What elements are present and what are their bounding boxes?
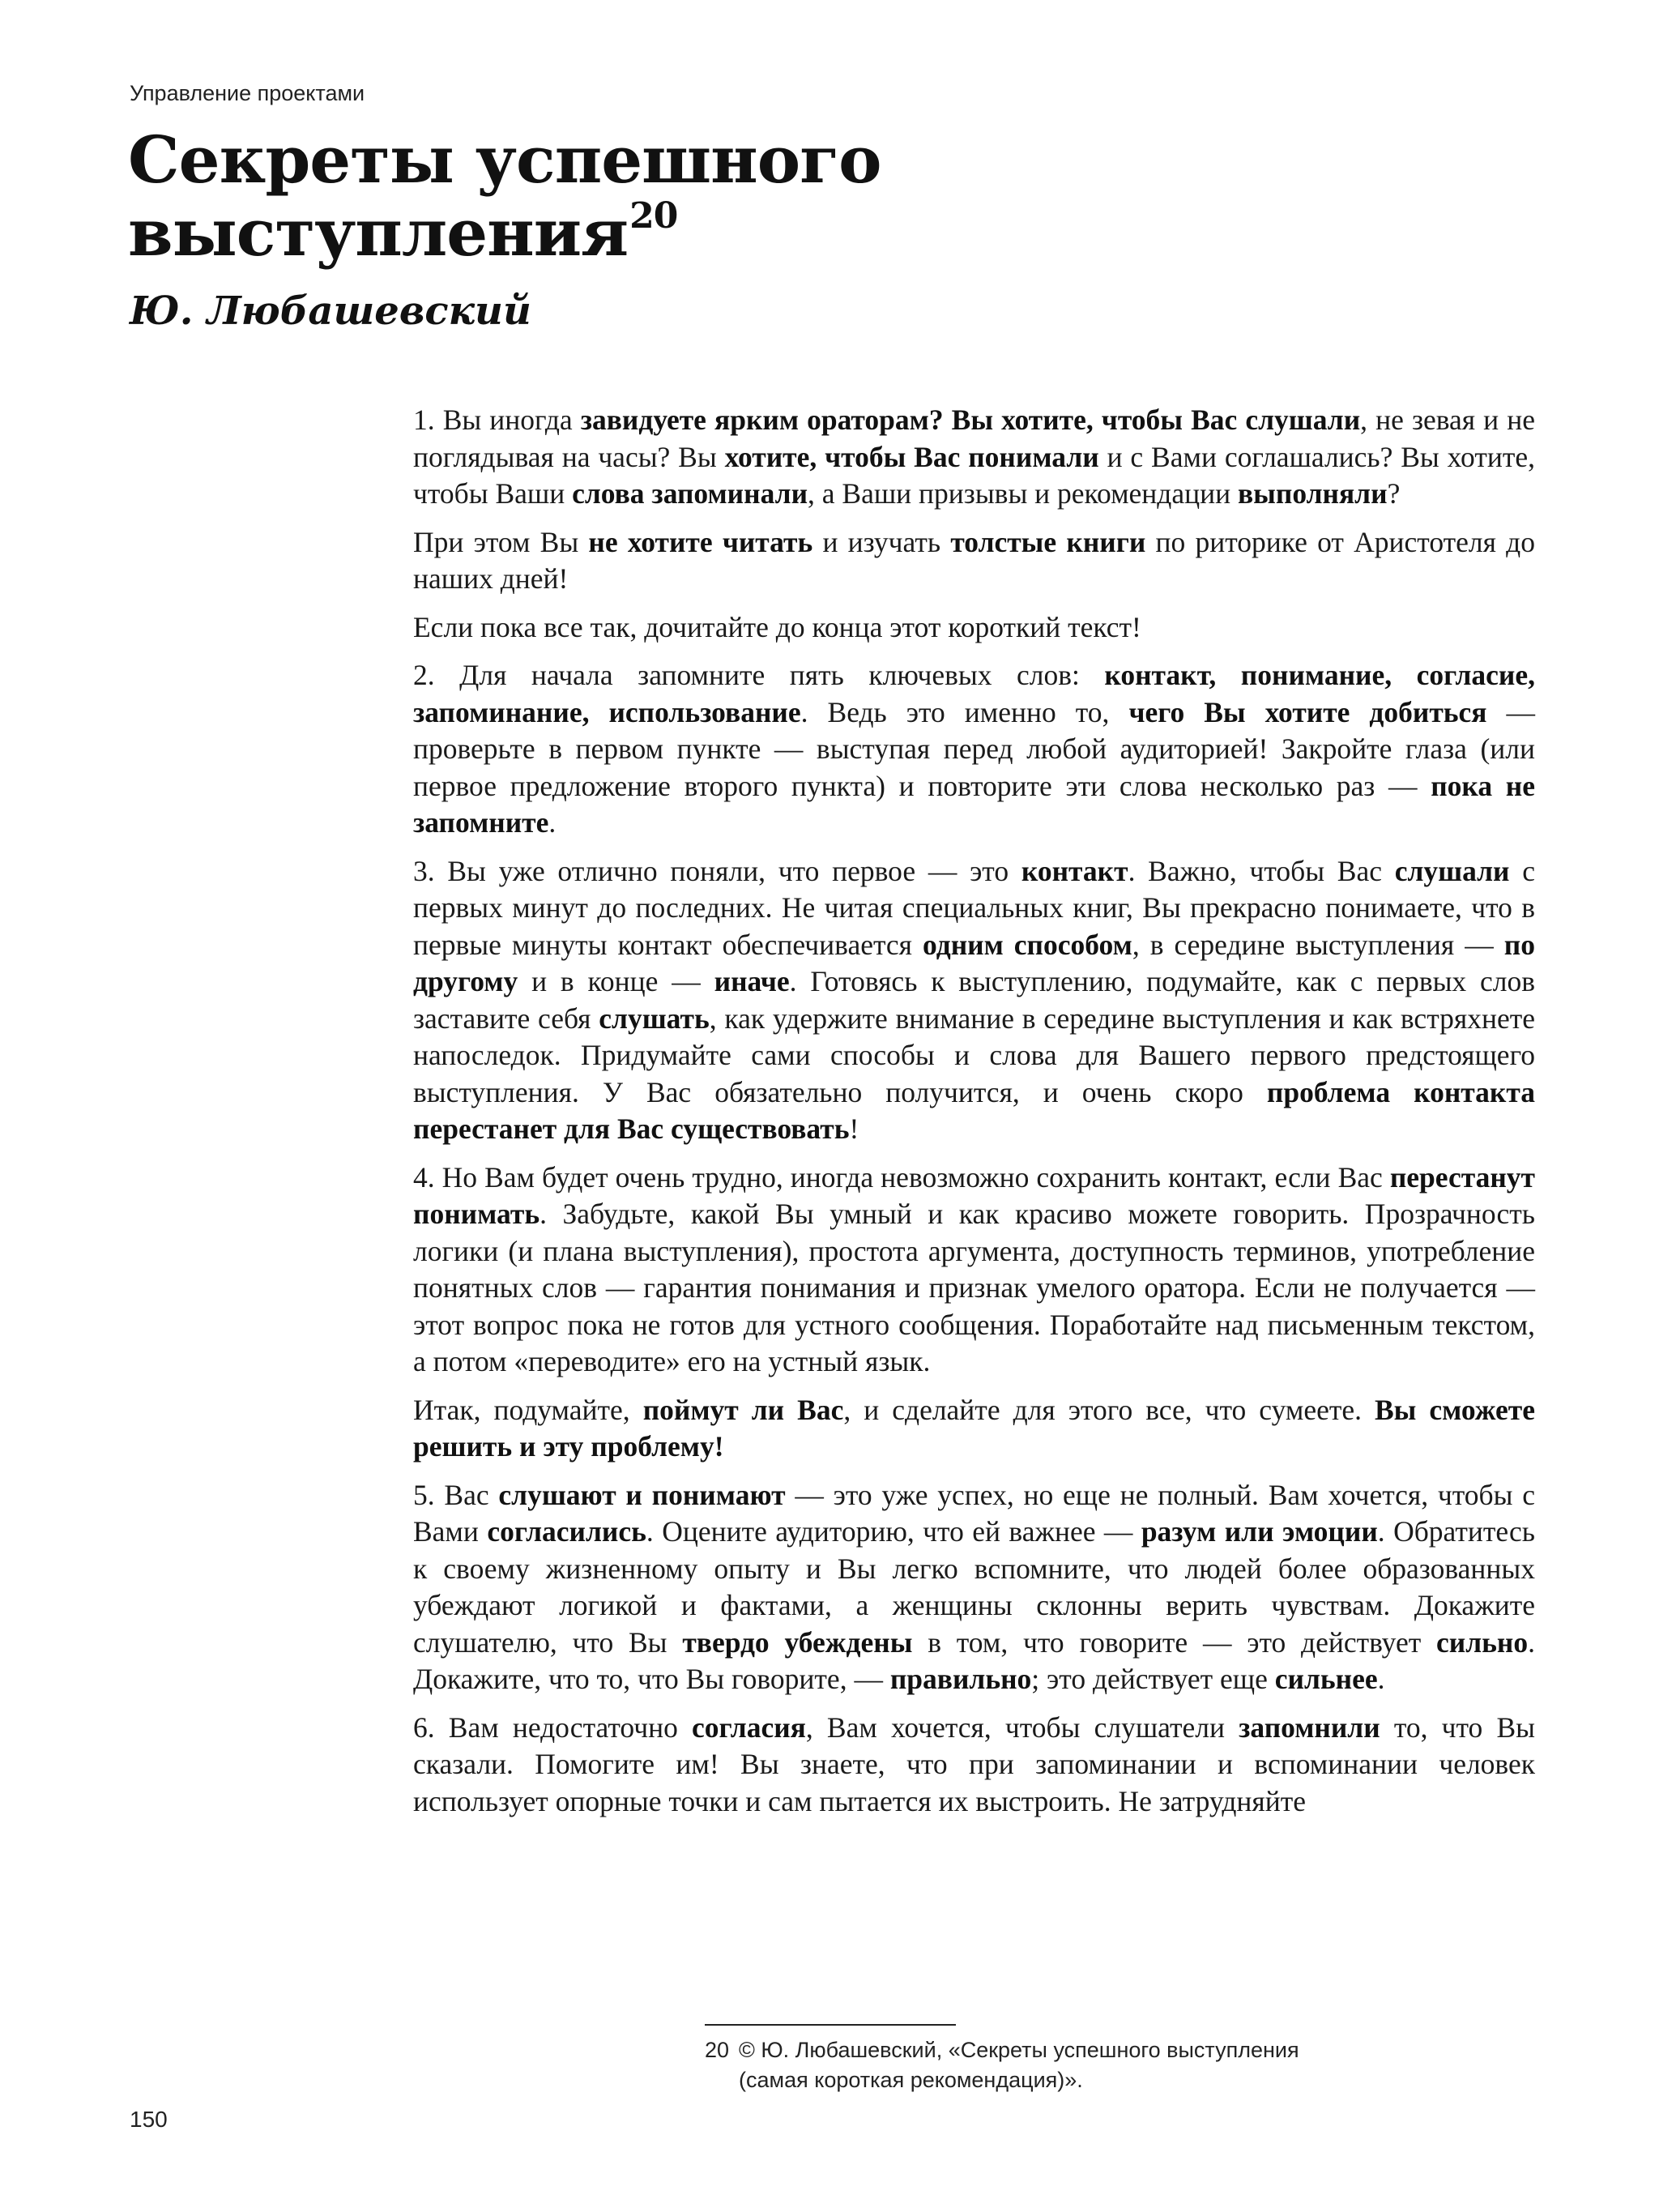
bold-text: иначе <box>714 965 790 997</box>
bold-text: не хотите читать <box>588 525 813 558</box>
body-paragraph <box>413 609 1535 647</box>
text-run: . Важно, чтобы Вас <box>1128 854 1395 887</box>
text-run: , в середине выступления — <box>1132 928 1504 961</box>
bold-text: пока не запомните <box>413 769 1535 839</box>
footnote-divider <box>705 2024 956 2026</box>
text-run: ! <box>849 1112 859 1145</box>
bold-text: поймут ли Вас <box>642 1393 844 1426</box>
body-paragraph <box>413 1392 1535 1466</box>
running-head: Управление проектами <box>130 81 365 105</box>
text-run: Если пока все так, дочитайте до конца этот короткий текст! <box>413 610 1141 643</box>
text-run: по риторике от Аристотеля до наших дней! <box>413 525 1535 595</box>
bold-text: проблема контакта перестанет для Вас существовать <box>413 1075 1535 1145</box>
text-run: , Вам хочется, чтобы слушатели <box>805 1710 1239 1744</box>
author-name: Ю. Любашевский <box>130 288 531 334</box>
text-run: . Оцените аудиторию, что ей важнее — <box>646 1515 1141 1548</box>
bold-text: твердо убеждены <box>682 1625 913 1659</box>
text-run: , а Ваши призывы и рекомендации <box>808 477 1238 510</box>
text-run: ; это действует еще <box>1031 1663 1275 1695</box>
page-title <box>128 123 1100 269</box>
text-run: , и сделайте для этого все, что сумеете. <box>843 1393 1375 1426</box>
text-run: то, что Вы сказали. Помогите им! Вы знаете, что при запоминании и вспоминании человек использует опорные точки и сам пытается их выстроить. Не затрудняйте <box>413 1710 1535 1817</box>
title-line-2: выступления <box>128 194 629 271</box>
page-number: 150 <box>130 2107 168 2132</box>
title-line-1: Секреты успешного <box>128 122 881 198</box>
bold-text: правильно <box>889 1663 1032 1695</box>
footnote-reference[interactable]: 20 <box>629 195 678 237</box>
body-paragraph <box>413 402 1535 513</box>
text-run: и изучать <box>812 525 951 558</box>
footnote-number: 20 <box>705 2038 730 2062</box>
footnote <box>705 2035 1515 2095</box>
body-paragraph <box>413 524 1535 598</box>
text-run: 2. Для начала запомните пять ключевых слов: <box>413 659 1105 691</box>
text-run: 1. Вы иногда <box>413 404 581 436</box>
body-paragraph <box>413 1159 1535 1381</box>
bold-text: слова запоминали <box>572 477 808 510</box>
text-run: в том, что говорите — это действует <box>912 1625 1437 1659</box>
text-run: — проверьте в первом пункте — выступая перед любой аудиторией! Закройте глаза (или первое предложение второго пункта) и повторите эти слова несколько раз — <box>413 695 1536 802</box>
body-paragraph <box>413 1710 1535 1821</box>
bold-text: чего Вы хотите добиться <box>1128 695 1487 728</box>
bold-text: по другому <box>413 928 1535 997</box>
bold-text: разум или эмоции <box>1141 1515 1378 1548</box>
text-run: . Готовясь к выступлению, подумайте, как с первых слов заставите себя <box>413 965 1535 1035</box>
text-run: . Докажите, что то, что Вы говорите, — <box>413 1625 1536 1695</box>
article-body <box>413 402 1535 1831</box>
footnote-line-2: (самая короткая рекомендация)». <box>739 2068 1083 2092</box>
footnote-line-1 <box>705 2035 1515 2065</box>
text-run: ? <box>1387 477 1401 510</box>
bold-text: хотите, чтобы Вас понимали <box>724 440 1099 473</box>
text-run: Итак, подумайте, <box>413 1393 643 1426</box>
text-run: . <box>548 806 557 839</box>
text-run: , не зевая и не поглядывая на часы? Вы <box>413 404 1535 473</box>
text-run: , как удержите внимание в середине выступления и как встряхнете напоследок. Придумайте сами способы и слова для Вашего первого предстоящего выступления. У Вас обязательно получится, и очень скоро <box>413 1001 1535 1108</box>
text-run: 4. Но Вам будет очень трудно, иногда невозможно сохранить контакт, если Вас <box>413 1160 1390 1194</box>
text-run: . Забудьте, какой Вы умный и как красиво можете говорить. Прозрачность логики (и плана выступления), простота аргумента, доступность терминов, употребление понятных слов — гарантия понимания и признак умелого оратора. Если не получается — этот вопрос пока не готов для устного сообщения. Поработайте над письменным текстом, а потом «переводите» его на устный язык. <box>413 1198 1535 1377</box>
bold-text: слушать <box>599 1001 710 1035</box>
text-run: и в конце — <box>518 965 714 997</box>
text-run: 3. Вы уже отлично поняли, что первое — это <box>413 854 1021 887</box>
text-run: с первых минут до последних. Не читая специальных книг, Вы прекрасно понимаете, что в первые минуты контакт обеспечивается <box>413 854 1535 961</box>
bold-text: контакт, понимание, согласие, запоминание, использование <box>413 659 1535 728</box>
footnote-text-1: © Ю. Любашевский, «Секреты успешного выступления <box>739 2038 1299 2062</box>
bold-text: запомнили <box>1239 1710 1380 1744</box>
text-run: . <box>1377 1663 1385 1695</box>
text-run: . Ведь это именно то, <box>800 695 1129 728</box>
bold-text: завидуете ярким ораторам? Вы хотите, чтобы Вас слушали <box>580 404 1361 436</box>
text-run: При этом Вы <box>413 525 589 558</box>
body-paragraph <box>413 657 1535 842</box>
bold-text: одним способом <box>923 928 1132 961</box>
text-run: и с Вами соглашались? Вы хотите, чтобы Ваши <box>413 440 1535 510</box>
bold-text: согласились <box>487 1515 646 1548</box>
body-paragraph <box>413 853 1535 1148</box>
bold-text: перестанут понимать <box>413 1160 1535 1230</box>
bold-text: толстые книги <box>950 525 1146 558</box>
text-run: — это уже успех, но еще не полный. Вам хочется, чтобы с Вами <box>413 1478 1535 1548</box>
bold-text: сильнее <box>1274 1663 1378 1695</box>
text-run: 6. Вам недостаточно <box>413 1710 692 1744</box>
text-run: . Обратитесь к своему жизненному опыту и Вы легко вспомните, что людей более образованных убеждают логикой и фактами, а женщины склонны верить чувствам. Докажите слушателю, что Вы <box>413 1515 1535 1659</box>
bold-text: выполняли <box>1237 477 1388 510</box>
body-paragraph <box>413 1477 1535 1698</box>
bold-text: контакт <box>1021 854 1128 887</box>
bold-text: слушают и понимают <box>498 1478 786 1511</box>
text-run: 5. Вас <box>413 1478 499 1511</box>
bold-text: согласия <box>691 1710 806 1744</box>
bold-text: сильно <box>1436 1625 1529 1659</box>
bold-text: слушали <box>1394 854 1510 887</box>
bold-text: Вы сможете решить и эту проблему! <box>413 1393 1535 1463</box>
